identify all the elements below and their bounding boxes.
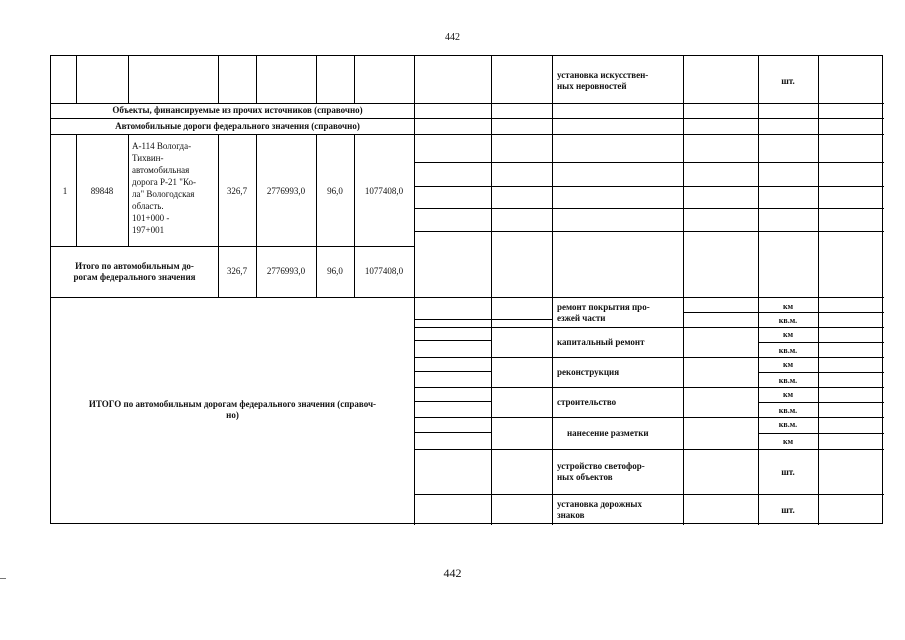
column-rule [491,56,492,525]
margin-mark [0,578,6,579]
column-rule [818,56,819,525]
column-rule [128,56,129,103]
row-rule [414,162,884,163]
object-name-line: автомобильная [132,165,190,175]
row-rule [51,118,884,119]
section-other-sources: Объекты, финансируемые из прочих источников (справочно) [112,105,363,115]
work-unit-bottom: кв.м. [778,376,798,385]
object-amount: 1077408,0 [364,186,404,196]
work-type-line: знаков [557,509,585,520]
section-federal-roads: Автомобильные дороги федерального значения (справочно) [115,121,360,131]
row-rule [414,357,884,358]
work-type-line: ремонт покрытия про- [557,302,650,312]
road-works-table [50,55,883,524]
work-unit-top: км [782,390,794,399]
object-code: 89848 [90,186,114,196]
work-unit-bottom: кв.м. [778,316,798,325]
page-number-bottom: 442 [443,566,462,580]
work-unit: шт. [781,76,795,86]
work-type-line: устройство светофор- [557,460,645,471]
subtotal-percent: 96,0 [327,266,343,276]
column-rule [683,56,684,525]
work-unit: шт. [781,466,795,477]
page-number-top: 442 [445,32,460,43]
grand-total-line: но) [226,410,239,420]
row-rule [414,387,884,388]
object-name-line: дорога Р-21 "Ко- [132,177,196,187]
row-rule [51,134,884,135]
row-rule [758,402,884,403]
work-type-line: ных объектов [557,471,613,482]
object-name-line: Тихвин- [132,153,164,163]
object-percent: 96,0 [327,186,343,196]
subtotal-amount: 1077408,0 [364,266,404,276]
row-rule [51,246,414,247]
object-name-line: А-114 Вологда- [132,141,192,151]
row-index: 1 [62,186,68,196]
column-rule [256,56,257,103]
work-unit-bottom: кв.м. [778,406,798,415]
work-type-line: строительство [557,396,617,407]
object-name-line: область. [132,201,164,211]
row-rule [414,417,884,418]
row-rule [758,372,884,373]
subtotal-label-line: Итого по автомобильным до- [75,261,194,271]
work-type-line: установка дорожных [557,498,642,509]
work-unit-top: кв.м. [778,420,798,429]
work-type-line: нанесение разметки [567,427,649,438]
work-unit-bottom: кв.м. [778,346,798,355]
object-name-line: 101+000 - [132,213,170,223]
column-rule [76,134,77,246]
grand-total-line: ИТОГО по автомобильным дорогам федерального значения (справоч- [88,399,377,409]
object-name-line: ла" Вологодская [132,189,195,199]
row-rule [51,297,884,298]
row-rule [414,208,884,209]
column-rule [316,56,317,103]
work-type-line: ных неровностей [557,81,627,91]
subtotal-label-line: рогам федерального значения [73,272,196,282]
subtotal-cost: 2776993,0 [266,266,306,276]
row-rule [414,449,884,450]
row-rule [414,231,884,232]
column-rule [218,56,219,103]
work-unit-bottom: км [782,437,794,446]
row-rule [51,103,884,104]
work-type-line: капитальный ремонт [557,336,645,347]
column-rule [128,134,129,246]
work-unit: шт. [781,504,795,515]
row-rule [414,319,552,320]
work-unit-top: км [782,302,794,311]
column-rule [414,56,415,525]
row-rule [683,312,884,313]
column-rule [76,56,77,103]
work-unit-top: км [782,360,794,369]
row-rule [414,432,491,433]
row-rule [758,433,884,434]
row-rule [414,340,491,341]
column-rule [354,56,355,103]
column-rule [758,56,759,525]
object-length: 326,7 [226,186,248,196]
row-rule [414,327,884,328]
row-rule [414,401,491,402]
work-type-line: установка искусствен- [557,70,649,80]
row-rule [414,494,884,495]
subtotal-length: 326,7 [226,266,248,276]
row-rule [414,371,491,372]
work-type-line: реконструкция [557,366,620,377]
work-unit-top: км [782,330,794,339]
object-cost: 2776993,0 [266,186,306,196]
row-rule [758,342,884,343]
column-rule [552,56,553,525]
object-name-line: 197+001 [132,225,165,235]
work-type-line: езжей части [557,313,606,323]
row-rule [414,186,884,187]
